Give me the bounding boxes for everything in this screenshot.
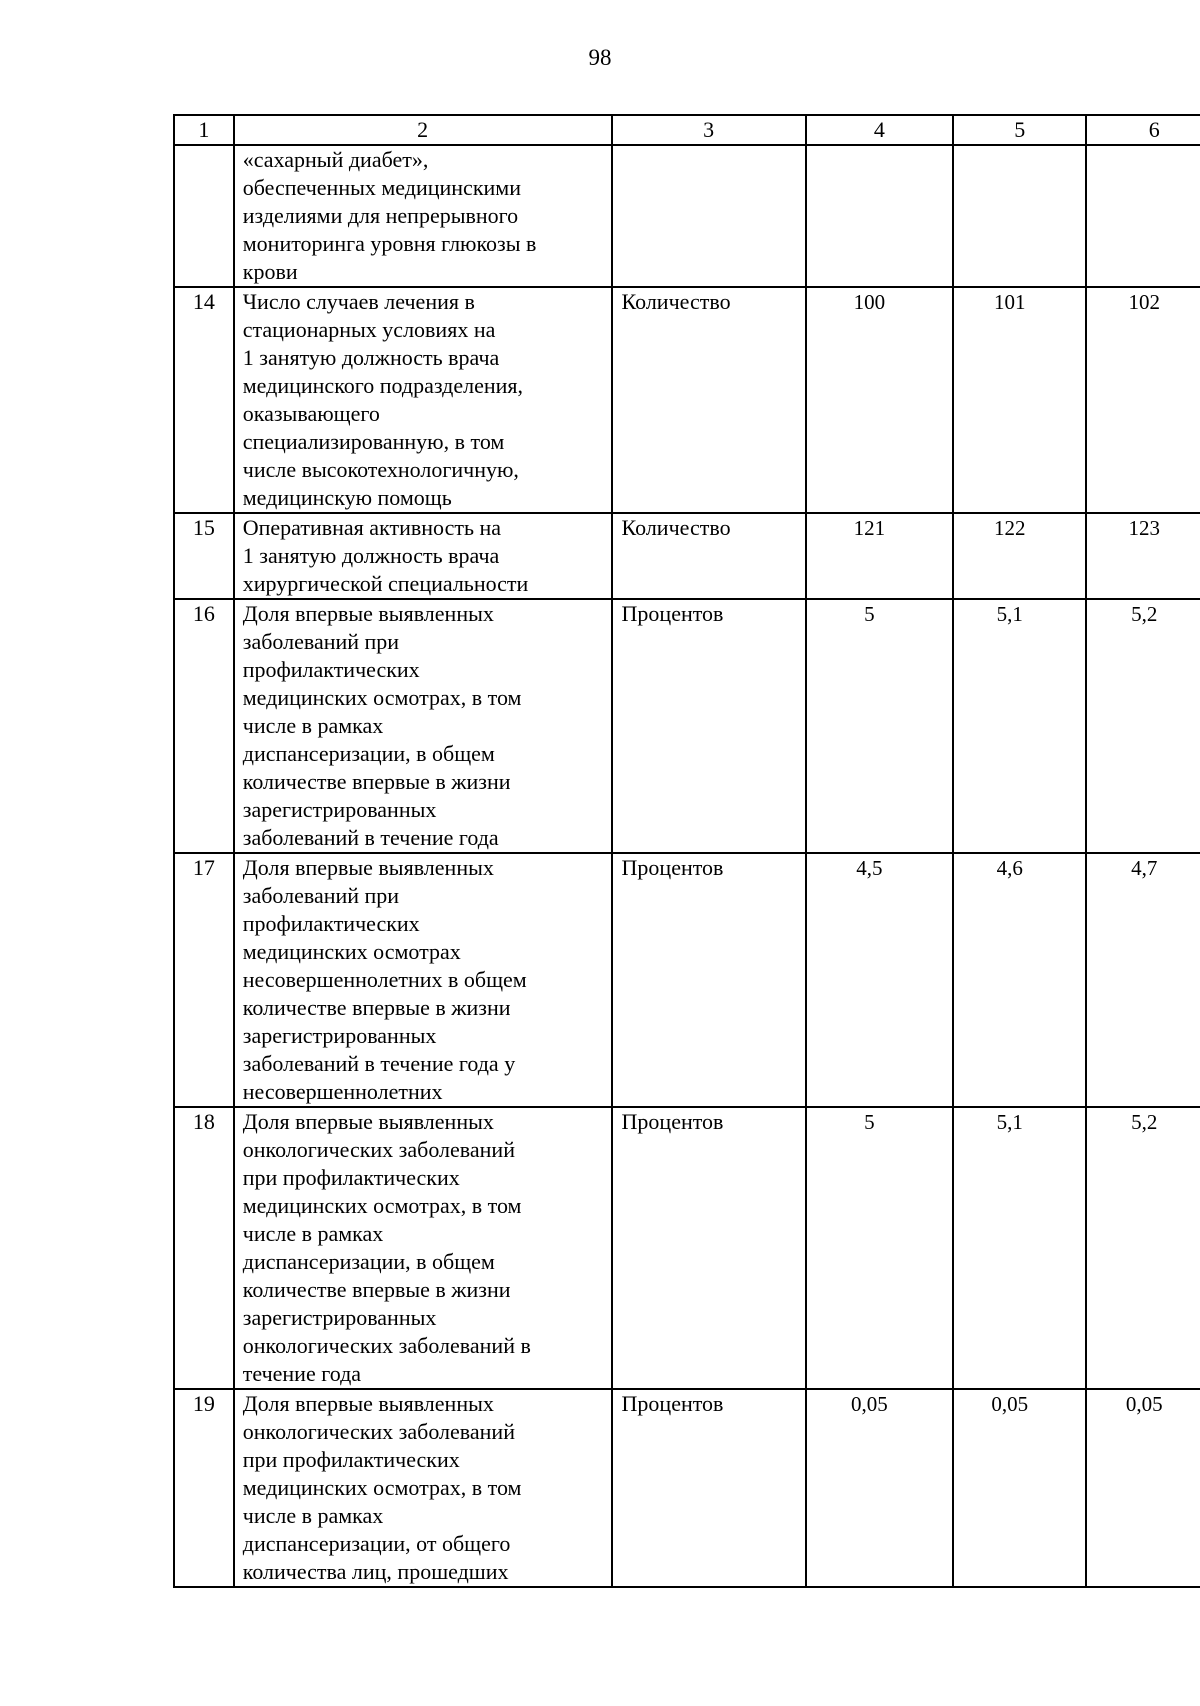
indicator-text-line: онкологических заболеваний: [242, 1419, 515, 1444]
indicator-text-line: числе высокотехнологичную,: [242, 457, 519, 482]
value-text: 5,2: [1131, 602, 1158, 626]
indicator-text-line: количестве впервые в жизни: [242, 769, 511, 794]
indicator-text-line: обеспеченных медицинскими: [242, 175, 521, 200]
unit-cell: Процентов: [612, 853, 806, 1107]
header-cell: 4: [806, 115, 953, 145]
header-cell: 1: [174, 115, 234, 145]
indicator-text-line: Доля впервые выявленных: [242, 601, 494, 626]
indicator-name-cell: [234, 1389, 612, 1587]
row-number-cell: 19: [174, 1389, 234, 1587]
indicators-table: [173, 114, 1200, 1588]
indicator-text-line: числе в рамках: [242, 1503, 384, 1528]
value-text: 4,6: [996, 856, 1023, 880]
indicator-text-line: профилактических: [242, 657, 420, 682]
indicator-text-line: хирургической специальности: [242, 571, 529, 596]
value-text: 122: [993, 516, 1026, 540]
indicator-name-cell: [234, 1107, 612, 1389]
indicator-name-cell: [234, 287, 612, 513]
value-text: 0,05: [851, 1392, 888, 1416]
indicator-text-line: диспансеризации, в общем: [242, 1249, 495, 1274]
value-cell-v5: [953, 287, 1086, 513]
indicator-text-line: при профилактических: [242, 1447, 460, 1472]
value-cell-v6: [1086, 513, 1200, 599]
value-text: 101: [993, 290, 1026, 314]
indicator-text-line: медицинских осмотрах: [242, 939, 461, 964]
table-row: [174, 1107, 1200, 1389]
value-text: 5,2: [1131, 1110, 1158, 1134]
value-cell-v5: [953, 1389, 1086, 1587]
table-row: [174, 853, 1200, 1107]
value-text: 102: [1128, 290, 1160, 314]
value-cell-v5: [953, 145, 1086, 287]
unit-cell: Процентов: [612, 1389, 806, 1587]
value-text: 100: [853, 290, 886, 314]
indicator-text-line: специализированную, в том: [242, 429, 505, 454]
value-cell-v4: [806, 1107, 953, 1389]
unit-cell: [612, 145, 806, 287]
indicator-text-line: стационарных условиях на: [242, 317, 496, 342]
table-row: [174, 513, 1200, 599]
value-cell-v5: [953, 599, 1086, 853]
value-text: 5: [864, 602, 875, 626]
indicator-name-cell: [234, 853, 612, 1107]
value-text: 123: [1128, 516, 1160, 540]
unit-cell: Количество: [612, 513, 806, 599]
indicator-text-line: зарегистрированных: [242, 1023, 437, 1048]
value-text: 0,05: [991, 1392, 1029, 1416]
indicator-text-line: онкологических заболеваний: [242, 1137, 515, 1162]
value-cell-v6: [1086, 599, 1200, 853]
header-cell: 6: [1086, 115, 1200, 145]
value-cell-v6: [1086, 1107, 1200, 1389]
header-cell: 5: [953, 115, 1086, 145]
row-number-cell: 18: [174, 1107, 234, 1389]
header-cell: 3: [612, 115, 806, 145]
value-cell-v5: [953, 513, 1086, 599]
indicator-text-line: количестве впервые в жизни: [242, 1277, 511, 1302]
value-cell-v4: [806, 287, 953, 513]
row-number-cell: 17: [174, 853, 234, 1107]
row-number-cell: 15: [174, 513, 234, 599]
value-cell-v4: [806, 145, 953, 287]
header-cell: 2: [234, 115, 612, 145]
indicator-text-line: оказывающего: [242, 401, 380, 426]
indicator-text-line: медицинского подразделения,: [242, 373, 524, 398]
indicator-text-line: изделиями для непрерывного: [242, 203, 519, 228]
indicator-text-line: количества лиц, прошедших: [242, 1559, 509, 1584]
indicator-text-line: числе в рамках: [242, 1221, 384, 1246]
row-number-cell: 14: [174, 287, 234, 513]
value-text: 5: [864, 1110, 875, 1134]
value-text: 4,5: [856, 856, 883, 880]
value-cell-v4: [806, 1389, 953, 1587]
value-text: 121: [853, 516, 886, 540]
indicator-text-line: количестве впервые в жизни: [242, 995, 511, 1020]
indicator-text-line: мониторинга уровня глюкозы в: [242, 231, 537, 256]
indicator-text-line: 1 занятую должность врача: [242, 543, 500, 568]
indicator-text-line: медицинских осмотрах, в том: [242, 685, 522, 710]
indicator-text-line: «сахарный диабет»,: [242, 147, 429, 172]
table-header-row: [174, 115, 1200, 145]
indicator-text-line: заболеваний при: [242, 883, 400, 908]
value-cell-v6: [1086, 853, 1200, 1107]
indicator-text-line: несовершеннолетних в общем: [242, 967, 527, 992]
value-text: 5,1: [996, 602, 1023, 626]
indicator-text-line: онкологических заболеваний в: [242, 1333, 531, 1358]
indicator-text-line: числе в рамках: [242, 713, 384, 738]
value-text: 5,1: [996, 1110, 1023, 1134]
indicator-text-line: диспансеризации, в общем: [242, 741, 495, 766]
indicator-text-line: зарегистрированных: [242, 1305, 437, 1330]
indicator-text-line: 1 занятую должность врача: [242, 345, 500, 370]
indicator-text-line: медицинских осмотрах, в том: [242, 1475, 522, 1500]
indicator-name-cell: [234, 145, 612, 287]
value-cell-v4: [806, 513, 953, 599]
indicator-text-line: профилактических: [242, 911, 420, 936]
indicator-text-line: заболеваний при: [242, 629, 400, 654]
table-row: [174, 145, 1200, 287]
value-cell-v6: [1086, 1389, 1200, 1587]
unit-cell: Процентов: [612, 1107, 806, 1389]
value-text: 0,05: [1125, 1392, 1163, 1416]
indicator-text-line: Доля впервые выявленных: [242, 1391, 494, 1416]
indicator-text-line: заболеваний в течение года: [242, 825, 499, 850]
indicator-text-line: течение года: [242, 1361, 362, 1386]
value-text: 4,7: [1131, 856, 1158, 880]
indicator-name-cell: [234, 513, 612, 599]
indicator-text-line: крови: [242, 259, 298, 284]
value-cell-v5: [953, 853, 1086, 1107]
indicator-text-line: Число случаев лечения в: [242, 289, 475, 314]
indicator-text-line: при профилактических: [242, 1165, 460, 1190]
indicator-text-line: медицинских осмотрах, в том: [242, 1193, 522, 1218]
table-row: [174, 1389, 1200, 1587]
row-number-cell: [174, 145, 234, 287]
indicator-name-cell: [234, 599, 612, 853]
indicator-text-line: Оперативная активность на: [242, 515, 502, 540]
unit-cell: Процентов: [612, 599, 806, 853]
value-cell-v6: [1086, 287, 1200, 513]
unit-cell: Количество: [612, 287, 806, 513]
table-row: [174, 287, 1200, 513]
indicator-text-line: зарегистрированных: [242, 797, 437, 822]
row-number-cell: 16: [174, 599, 234, 853]
value-cell-v6: [1086, 145, 1200, 287]
table-row: [174, 599, 1200, 853]
page-number: 98: [588, 45, 612, 70]
indicator-text-line: несовершеннолетних: [242, 1079, 443, 1104]
value-cell-v4: [806, 853, 953, 1107]
value-cell-v5: [953, 1107, 1086, 1389]
value-cell-v4: [806, 599, 953, 853]
indicator-text-line: медицинскую помощь: [242, 485, 452, 510]
indicator-text-line: заболеваний в течение года у: [242, 1051, 516, 1076]
indicator-text-line: Доля впервые выявленных: [242, 1109, 494, 1134]
indicator-text-line: диспансеризации, от общего: [242, 1531, 511, 1556]
indicator-text-line: Доля впервые выявленных: [242, 855, 494, 880]
